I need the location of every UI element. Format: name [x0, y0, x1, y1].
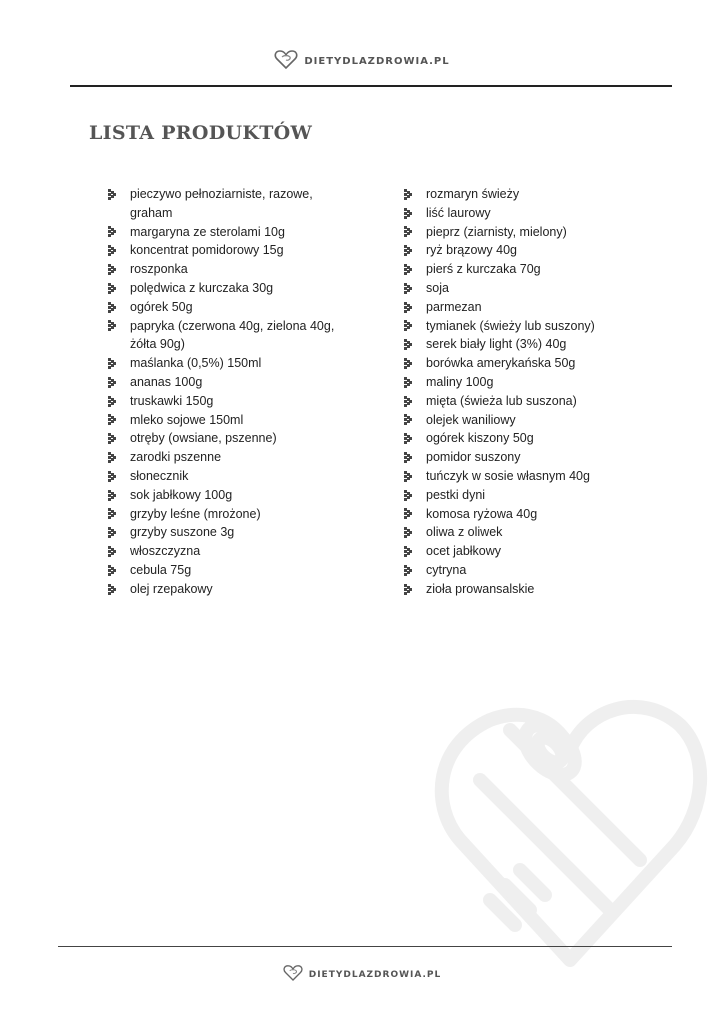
pixel-arrow-icon	[108, 561, 130, 580]
list-item	[108, 467, 358, 486]
list-item	[108, 542, 358, 561]
list-item	[108, 392, 358, 411]
pixel-arrow-icon	[108, 448, 130, 467]
list-item-label: parmezan	[426, 299, 482, 314]
pixel-arrow-icon	[404, 373, 426, 392]
list-item-label: polędwica z kurczaka 30g	[130, 280, 274, 295]
list-item-label: mleko sojowe 150ml	[130, 412, 244, 427]
list-item-label: zioła prowansalskie	[426, 581, 535, 596]
list-item-label: grzyby suszone 3g	[130, 525, 235, 540]
pixel-arrow-icon	[108, 392, 130, 411]
list-item-label: olejek waniliowy	[426, 412, 516, 427]
list-item	[108, 561, 358, 580]
pixel-arrow-icon	[404, 411, 426, 430]
list-item	[404, 185, 674, 204]
list-item-label: roszponka	[130, 262, 188, 277]
pixel-arrow-icon	[108, 298, 130, 317]
list-item-label: pieprz (ziarnisty, mielony)	[426, 224, 567, 239]
list-item-label: pieczywo pełnoziarniste, razowe, graham	[130, 187, 313, 220]
list-item	[108, 223, 358, 242]
list-item-label: mięta (świeża lub suszona)	[426, 393, 577, 408]
pixel-arrow-icon	[108, 580, 130, 599]
list-item	[108, 354, 358, 373]
list-item	[404, 241, 674, 260]
pixel-arrow-icon	[108, 486, 130, 505]
list-item	[404, 580, 674, 599]
pixel-arrow-icon	[108, 241, 130, 260]
pixel-arrow-icon	[108, 185, 130, 204]
list-item-label: włoszczyzna	[130, 544, 201, 559]
list-item	[404, 429, 674, 448]
pixel-arrow-icon	[404, 279, 426, 298]
pixel-arrow-icon	[108, 223, 130, 242]
list-item-label: maliny 100g	[426, 374, 494, 389]
header-brand-text: DIETYDLAZDROWIA.PL	[304, 56, 450, 67]
pixel-arrow-icon	[108, 279, 130, 298]
list-item	[108, 279, 358, 298]
list-item	[404, 561, 674, 580]
header-logo[interactable]	[0, 48, 724, 75]
pixel-arrow-icon	[404, 561, 426, 580]
list-item-label: soja	[426, 280, 449, 295]
pixel-arrow-icon	[108, 411, 130, 430]
footer-divider	[58, 946, 672, 947]
list-item	[404, 448, 674, 467]
heart-logo-icon	[274, 48, 298, 75]
pixel-arrow-icon	[404, 223, 426, 242]
list-item-label: liść laurowy	[426, 205, 491, 220]
list-item-label: borówka amerykańska 50g	[426, 356, 576, 371]
header-divider	[70, 85, 672, 87]
pixel-arrow-icon	[404, 185, 426, 204]
list-item	[108, 373, 358, 392]
pixel-arrow-icon	[404, 429, 426, 448]
list-item-label: cytryna	[426, 562, 467, 577]
list-item	[404, 223, 674, 242]
list-item-label: oliwa z oliwek	[426, 525, 503, 540]
list-item-label: cebula 75g	[130, 562, 192, 577]
pixel-arrow-icon	[404, 486, 426, 505]
list-item	[108, 448, 358, 467]
list-item-label: słonecznik	[130, 468, 189, 483]
list-item	[404, 298, 674, 317]
pixel-arrow-icon	[404, 467, 426, 486]
list-item-label: zarodki pszenne	[130, 450, 222, 465]
heart-logo-icon	[283, 963, 303, 987]
list-item-label: grzyby leśne (mrożone)	[130, 506, 261, 521]
list-item-label: ocet jabłkowy	[426, 544, 502, 559]
list-item	[404, 335, 674, 354]
pixel-arrow-icon	[404, 335, 426, 354]
list-item	[404, 260, 674, 279]
list-item	[404, 392, 674, 411]
list-item	[108, 260, 358, 279]
pixel-arrow-icon	[108, 317, 130, 336]
list-item-label: maślanka (0,5%) 150ml	[130, 356, 262, 371]
list-item	[108, 317, 358, 355]
list-item-label: pomidor suszony	[426, 450, 521, 465]
list-item-label: otręby (owsiane, pszenne)	[130, 431, 277, 446]
footer-brand-text: DIETYDLAZDROWIA.PL	[308, 970, 442, 980]
list-item-label: komosa ryżowa 40g	[426, 506, 538, 521]
list-item	[108, 486, 358, 505]
pixel-arrow-icon	[108, 505, 130, 524]
list-item-label: serek biały light (3%) 40g	[426, 337, 567, 352]
list-item-label: truskawki 150g	[130, 393, 214, 408]
list-item-label: ryż brązowy 40g	[426, 243, 518, 258]
list-item	[404, 373, 674, 392]
list-item-label: pestki dyni	[426, 487, 486, 502]
list-item-label: ananas 100g	[130, 374, 203, 389]
pixel-arrow-icon	[404, 204, 426, 223]
pixel-arrow-icon	[404, 542, 426, 561]
list-item	[404, 467, 674, 486]
list-item	[108, 505, 358, 524]
pixel-arrow-icon	[108, 354, 130, 373]
pixel-arrow-icon	[108, 467, 130, 486]
pixel-arrow-icon	[404, 523, 426, 542]
list-item	[108, 523, 358, 542]
product-list-left	[108, 185, 358, 599]
pixel-arrow-icon	[404, 317, 426, 336]
list-item-label: olej rzepakowy	[130, 581, 213, 596]
product-list-right	[404, 185, 674, 599]
pixel-arrow-icon	[404, 580, 426, 599]
footer-logo[interactable]	[0, 963, 724, 987]
list-item	[108, 241, 358, 260]
pixel-arrow-icon	[404, 241, 426, 260]
pixel-arrow-icon	[108, 429, 130, 448]
page-title: LISTA PRODUKTÓW	[89, 122, 313, 144]
list-item-label: papryka (czerwona 40g, zielona 40g, żółta 90g)	[130, 318, 335, 352]
list-item-label: rozmaryn świeży	[426, 187, 520, 201]
pixel-arrow-icon	[404, 260, 426, 279]
pixel-arrow-icon	[404, 298, 426, 317]
list-item-label: sok jabłkowy 100g	[130, 487, 233, 502]
list-item	[404, 354, 674, 373]
list-item	[404, 204, 674, 223]
list-item-label: tuńczyk w sosie własnym 40g	[426, 468, 590, 483]
pixel-arrow-icon	[404, 354, 426, 373]
list-item	[108, 411, 358, 430]
list-item	[404, 317, 674, 336]
list-item-label: koncentrat pomidorowy 15g	[130, 243, 284, 258]
list-item-label: pierś z kurczaka 70g	[426, 262, 541, 277]
pixel-arrow-icon	[108, 523, 130, 542]
list-item-label: margaryna ze sterolami 10g	[130, 224, 285, 239]
list-item	[404, 542, 674, 561]
list-item-label: ogórek kiszony 50g	[426, 431, 534, 446]
pixel-arrow-icon	[404, 392, 426, 411]
pixel-arrow-icon	[404, 448, 426, 467]
list-item-label: ogórek 50g	[130, 299, 193, 314]
heart-tape-watermark-icon	[420, 670, 710, 970]
pixel-arrow-icon	[108, 260, 130, 279]
list-item-label: tymianek (świeży lub suszony)	[426, 318, 595, 333]
list-item	[404, 523, 674, 542]
list-item	[108, 298, 358, 317]
list-item	[404, 486, 674, 505]
list-item	[108, 185, 358, 223]
list-item	[404, 411, 674, 430]
list-item	[108, 429, 358, 448]
list-item	[404, 279, 674, 298]
list-item	[404, 505, 674, 524]
list-item	[108, 580, 358, 599]
pixel-arrow-icon	[108, 542, 130, 561]
pixel-arrow-icon	[108, 373, 130, 392]
pixel-arrow-icon	[404, 505, 426, 524]
